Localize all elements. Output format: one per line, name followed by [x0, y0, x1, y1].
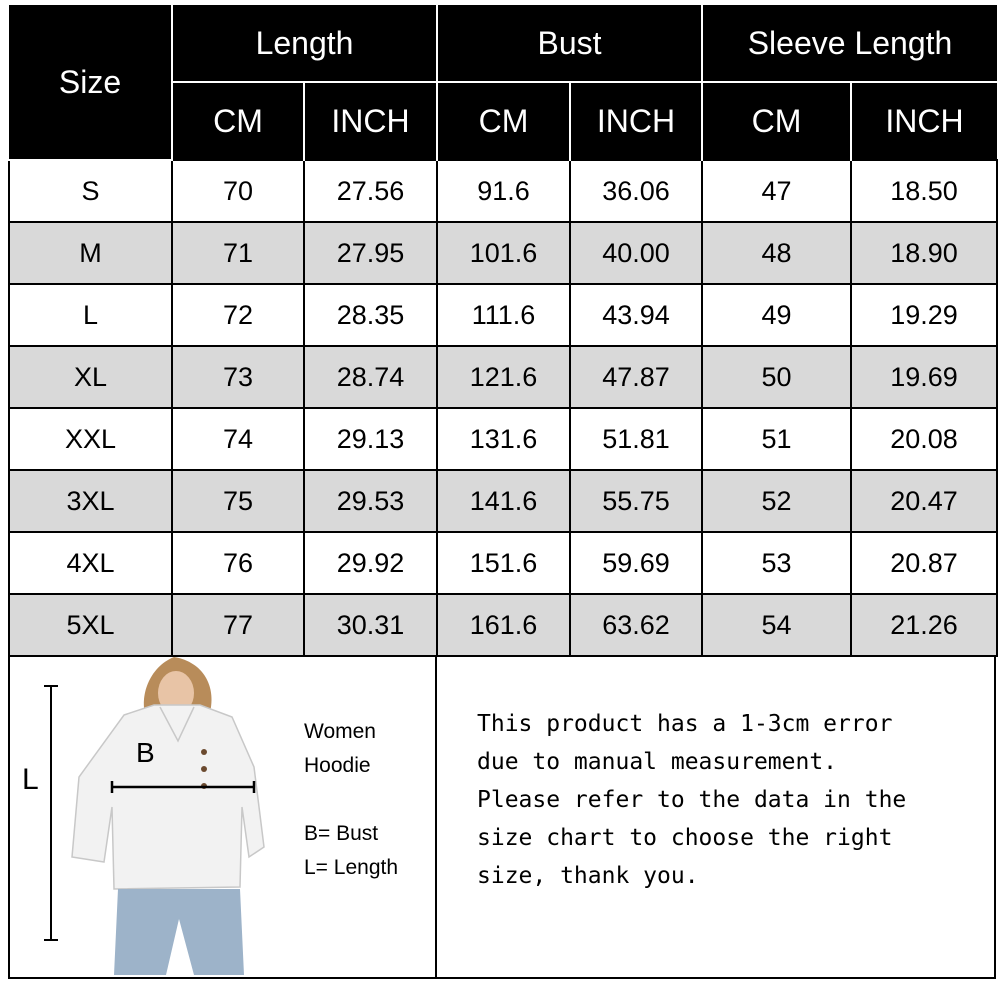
- size-chart-table: [8, 5, 998, 657]
- value-cell: 30.31: [304, 594, 437, 656]
- value-cell: 28.35: [304, 284, 437, 346]
- value-cell: 73: [172, 346, 304, 408]
- value-cell: 21.26: [851, 594, 997, 656]
- legend-length: L= Length: [304, 856, 399, 879]
- length-label: L: [22, 763, 39, 796]
- size-cell: XL: [9, 346, 172, 408]
- note-panel: [437, 657, 996, 977]
- length-scale-line: [50, 685, 52, 941]
- table-row: [9, 408, 997, 470]
- note-line: size, thank you.: [477, 863, 699, 889]
- note-line: Please refer to the data in the: [477, 787, 907, 813]
- value-cell: 20.47: [851, 470, 997, 532]
- bust-cm-header: CM: [437, 82, 570, 160]
- sleeve-length-group-header: Sleeve Length: [702, 5, 997, 82]
- value-cell: 27.95: [304, 222, 437, 284]
- measurement-diagram: [10, 657, 437, 977]
- legend-title-hoodie: Hoodie: [304, 754, 371, 777]
- bust-inch-header: INCH: [570, 82, 702, 160]
- value-cell: 48: [702, 222, 851, 284]
- size-cell: 5XL: [9, 594, 172, 656]
- value-cell: 29.53: [304, 470, 437, 532]
- value-cell: 74: [172, 408, 304, 470]
- bust-group-header: Bust: [437, 5, 702, 82]
- value-cell: 141.6: [437, 470, 570, 532]
- value-cell: 28.74: [304, 346, 437, 408]
- value-cell: 101.6: [437, 222, 570, 284]
- length-inch-header: INCH: [304, 82, 437, 160]
- table-row: [9, 532, 997, 594]
- value-cell: 77: [172, 594, 304, 656]
- note-line: due to manual measurement.: [477, 749, 838, 775]
- value-cell: 75: [172, 470, 304, 532]
- table-row: [9, 594, 997, 656]
- value-cell: 59.69: [570, 532, 702, 594]
- value-cell: 29.13: [304, 408, 437, 470]
- value-cell: 40.00: [570, 222, 702, 284]
- value-cell: 91.6: [437, 160, 570, 222]
- length-group-header: Length: [172, 5, 437, 82]
- value-cell: 111.6: [437, 284, 570, 346]
- value-cell: 71: [172, 222, 304, 284]
- legend-title-women: Women: [304, 720, 376, 743]
- value-cell: 18.50: [851, 160, 997, 222]
- value-cell: 49: [702, 284, 851, 346]
- length-cm-header: CM: [172, 82, 304, 160]
- value-cell: 131.6: [437, 408, 570, 470]
- value-cell: 29.92: [304, 532, 437, 594]
- table-row: [9, 346, 997, 408]
- value-cell: 27.56: [304, 160, 437, 222]
- value-cell: 121.6: [437, 346, 570, 408]
- bottom-section: [8, 657, 996, 979]
- size-cell: S: [9, 160, 172, 222]
- value-cell: 20.08: [851, 408, 997, 470]
- size-cell: XXL: [9, 408, 172, 470]
- note-line: size chart to choose the right: [477, 825, 893, 851]
- value-cell: 76: [172, 532, 304, 594]
- hoodie-model-image: [54, 657, 294, 977]
- size-column-header: Size: [9, 5, 172, 160]
- value-cell: 151.6: [437, 532, 570, 594]
- value-cell: 47: [702, 160, 851, 222]
- value-cell: 50: [702, 346, 851, 408]
- table-row: [9, 284, 997, 346]
- garment-legend: [304, 715, 398, 885]
- value-cell: 20.87: [851, 532, 997, 594]
- value-cell: 19.29: [851, 284, 997, 346]
- value-cell: 70: [172, 160, 304, 222]
- value-cell: 54: [702, 594, 851, 656]
- value-cell: 51.81: [570, 408, 702, 470]
- value-cell: 18.90: [851, 222, 997, 284]
- value-cell: 51: [702, 408, 851, 470]
- value-cell: 19.69: [851, 346, 997, 408]
- legend-bust: B= Bust: [304, 822, 379, 845]
- table-row: [9, 222, 997, 284]
- value-cell: 55.75: [570, 470, 702, 532]
- table-row: [9, 470, 997, 532]
- sleeve-cm-header: CM: [702, 82, 851, 160]
- measurement-note: [477, 705, 957, 895]
- value-cell: 47.87: [570, 346, 702, 408]
- sleeve-inch-header: INCH: [851, 82, 997, 160]
- value-cell: 43.94: [570, 284, 702, 346]
- size-cell: M: [9, 222, 172, 284]
- size-cell: L: [9, 284, 172, 346]
- note-line: This product has a 1-3cm error: [477, 711, 893, 737]
- size-cell: 4XL: [9, 532, 172, 594]
- table-row: [9, 160, 997, 222]
- value-cell: 52: [702, 470, 851, 532]
- value-cell: 161.6: [437, 594, 570, 656]
- value-cell: 72: [172, 284, 304, 346]
- bust-label: B: [136, 737, 155, 768]
- value-cell: 63.62: [570, 594, 702, 656]
- value-cell: 53: [702, 532, 851, 594]
- value-cell: 36.06: [570, 160, 702, 222]
- size-cell: 3XL: [9, 470, 172, 532]
